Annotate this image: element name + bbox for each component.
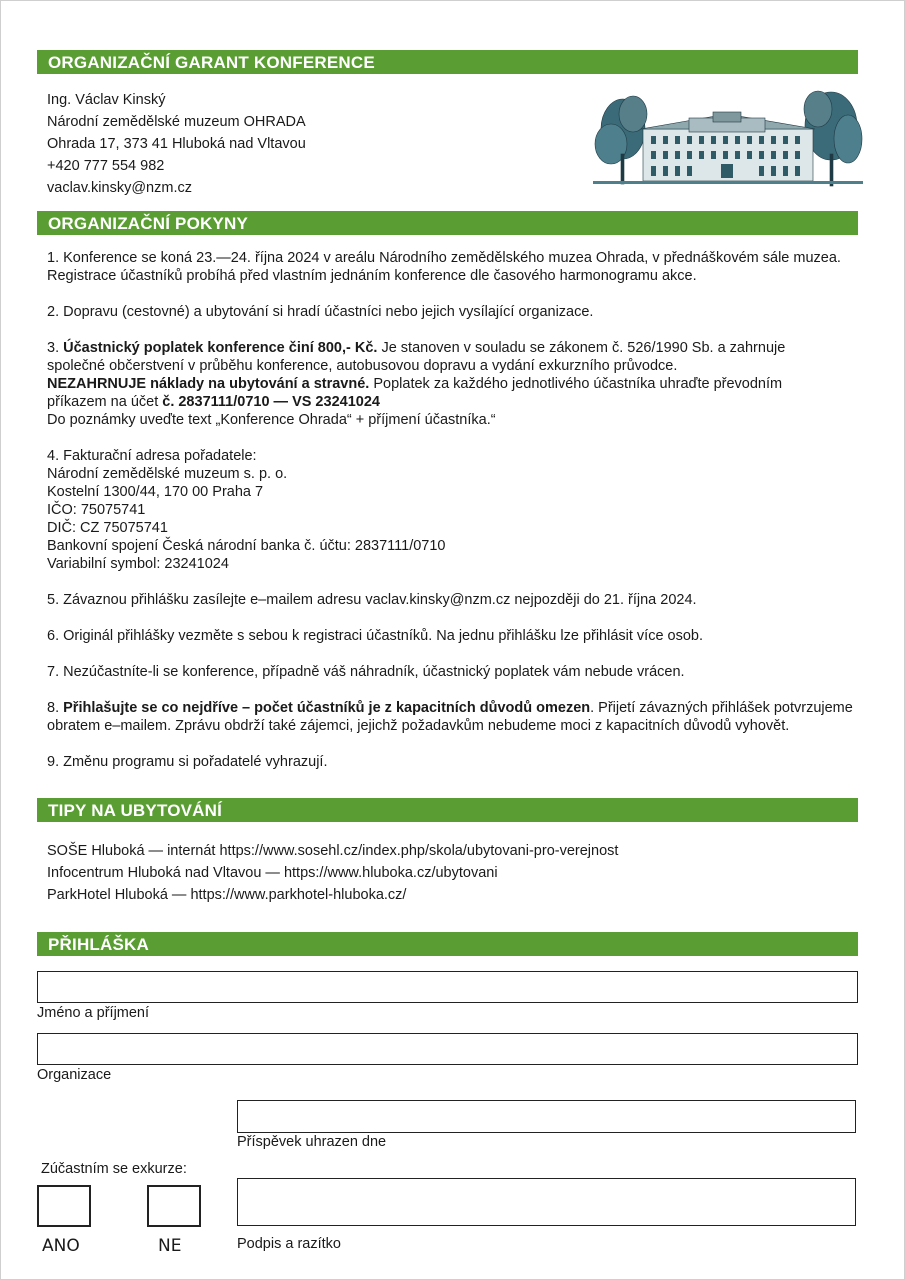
billing-heading: 4. Fakturační adresa pořadatele: (47, 448, 257, 464)
instruction-3-line-2: společné občerstvení v průběhu konference, autobusovou dopravu a vydání exkurzního průvodce. (47, 358, 678, 374)
contact-institution: Národní zemědělské muzeum OHRADA (47, 114, 306, 130)
section-heading-garant: ORGANIZAČNÍ GARANT KONFERENCE (37, 50, 858, 74)
excursion-yes-label: ANO (42, 1236, 80, 1256)
accommodation-item[interactable]: Infocentrum Hluboká nad Vltavou — https://www.hluboka.cz/ubytovani (47, 865, 498, 881)
instruction-5 (47, 591, 862, 609)
contact-name: Ing. Václav Kinský (47, 92, 166, 108)
instruction-1-line-1: 1. Konference se koná 23.—24. října 2024 v areálu Národního zemědělského muzea Ohrada, v přednáškovém sále muzea. (47, 250, 841, 266)
museum-building-illustration (593, 84, 863, 196)
fee-amount: Účastnický poplatek konference činí 800,- Kč. (63, 340, 378, 356)
instruction-3-text-3: příkazem na účet (47, 394, 163, 410)
instruction-9 (47, 753, 862, 771)
billing-bank: Bankovní spojení Česká národní banka č. účtu: 2837111/0710 (47, 538, 446, 554)
instruction-1 (47, 249, 862, 285)
instruction-3 (47, 339, 862, 429)
name-field-label: Jméno a příjmení (37, 1005, 150, 1021)
name-field[interactable] (37, 971, 858, 1003)
instruction-2-text: 2. Dopravu (cestovné) a ubytování si hradí účastníci nebo jejich vysílající organizace. (47, 304, 594, 320)
organization-field-label: Organizace (37, 1067, 112, 1083)
instruction-8-prefix: 8. (47, 700, 64, 716)
instruction-6 (47, 627, 862, 645)
instruction-7 (47, 663, 862, 681)
instruction-6-text: 6. Originál přihlášky vezměte s sebou k registraci účastníků. Na jednu přihlášku lze přihlásit více osob. (47, 628, 704, 644)
excursion-yes-checkbox[interactable] (37, 1185, 91, 1227)
garant-contact (47, 89, 306, 199)
instruction-5-text: 5. Závaznou přihlášku zasílejte e–mailem adresu vaclav.kinsky@nzm.cz nejpozději do 21. října 2024. (47, 592, 697, 608)
instruction-3-line-5: Do poznámky uveďte text „Konference Ohrada“ + příjmení účastníka.“ (47, 412, 496, 428)
signature-label: Podpis a razítko (237, 1236, 341, 1252)
instruction-9-text: 9. Změnu programu si pořadatelé vyhrazují. (47, 754, 328, 770)
instruction-3-text-1: Je stanoven v souladu se zákonem č. 526/1990 Sb. a zahrnuje (377, 340, 786, 356)
bank-account: č. 2837111/0710 — VS 23241024 (162, 394, 380, 410)
instruction-8-text: . Přijetí závazných přihlášek potvrzujeme (590, 700, 853, 716)
payment-date-label: Příspěvek uhrazen dne (237, 1134, 387, 1150)
instruction-2 (47, 303, 862, 321)
payment-date-field[interactable] (237, 1100, 856, 1133)
instruction-8-line-2: obratem e–mailem. Zprávu obdrží také zájemci, jejichž požadavkům nebudeme moci z kapacitních důvodů vyhovět. (47, 718, 790, 734)
instruction-3-prefix: 3. (47, 340, 64, 356)
capacity-warning: Přihlašujte se co nejdříve – počet účastníků je z kapacitních důvodů omezen (63, 700, 591, 716)
section-heading-tipy: TIPY NA UBYTOVÁNÍ (37, 798, 858, 822)
billing-name: Národní zemědělské muzeum s. p. o. (47, 466, 288, 482)
instruction-8 (47, 699, 862, 735)
instruction-1-line-2: Registrace účastníků probíhá před vlastním jednáním konference dle časového harmonogramu akce. (47, 268, 697, 284)
billing-ico: IČO: 75075741 (47, 502, 146, 518)
accommodation-list (47, 840, 618, 906)
contact-email[interactable]: vaclav.kinsky@nzm.cz (47, 180, 192, 196)
billing-dic: DIČ: CZ 75075741 (47, 520, 168, 536)
organization-field[interactable] (37, 1033, 858, 1065)
excursion-no-label: NE (158, 1236, 182, 1256)
instruction-3-text-2: Poplatek za každého jednotlivého účastníka uhraďte převodním (369, 376, 783, 392)
signature-field[interactable] (237, 1178, 856, 1226)
section-heading-pokyny: ORGANIZAČNÍ POKYNY (37, 211, 858, 235)
billing-address: Kostelní 1300/44, 170 00 Praha 7 (47, 484, 264, 500)
instructions-list (47, 249, 862, 789)
section-heading-prihlaska: PŘIHLÁŠKA (37, 932, 858, 956)
instruction-4 (47, 447, 862, 573)
contact-phone: +420 777 554 982 (47, 158, 165, 174)
instruction-7-text: 7. Nezúčastníte-li se konference, případně váš náhradník, účastnický poplatek vám nebude vrácen. (47, 664, 685, 680)
contact-address: Ohrada 17, 373 41 Hluboká nad Vltavou (47, 136, 306, 152)
excursion-no-checkbox[interactable] (147, 1185, 201, 1227)
fee-exclusion: NEZAHRNUJE náklady na ubytování a stravné. (47, 376, 370, 392)
accommodation-item[interactable]: ParkHotel Hluboká — https://www.parkhotel-hluboka.cz/ (47, 887, 407, 903)
accommodation-item[interactable]: SOŠE Hluboká — internát https://www.sosehl.cz/index.php/skola/ubytovani-pro-verejnost (47, 843, 619, 859)
excursion-question: Zúčastním se exkurze: (41, 1161, 187, 1177)
billing-vs: Variabilní symbol: 23241024 (47, 556, 229, 572)
